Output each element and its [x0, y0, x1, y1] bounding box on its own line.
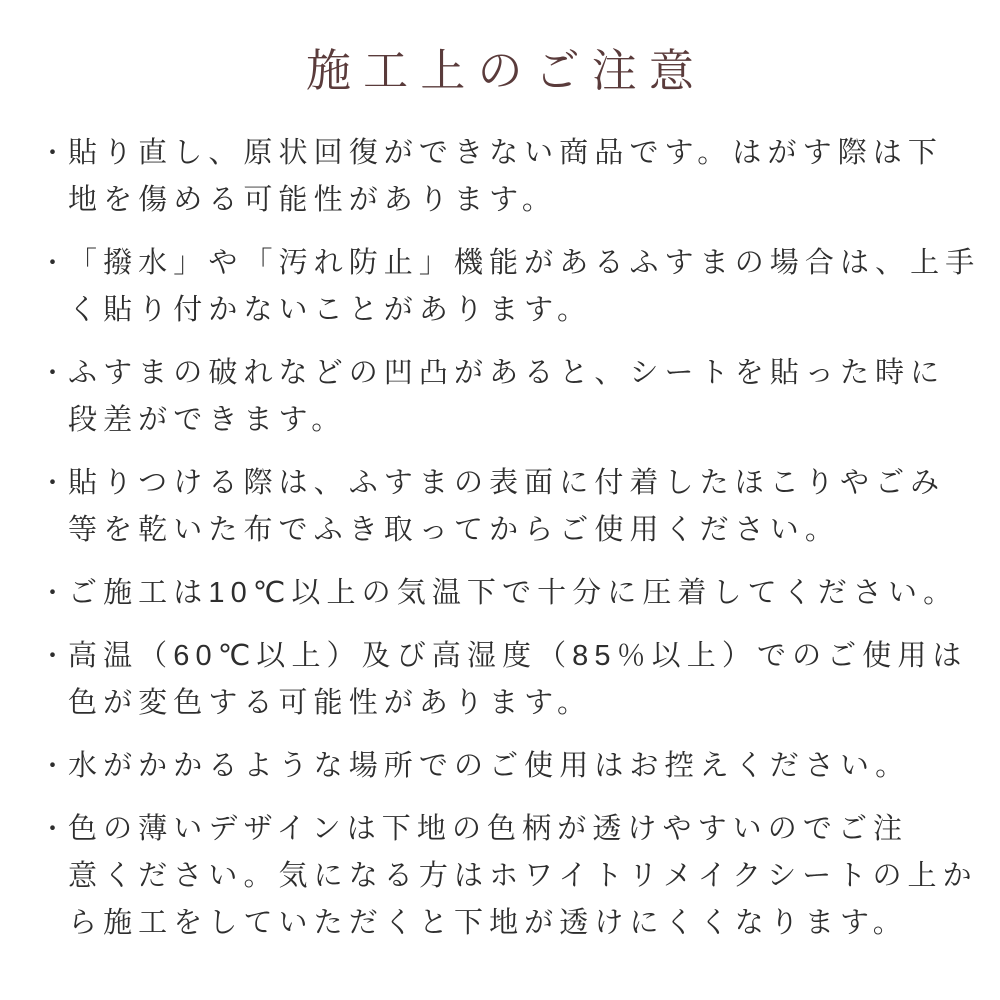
bullet-marker: ・: [40, 815, 66, 843]
notice-line: く貼り付かないことがあります。: [68, 294, 593, 326]
bullet-marker: ・: [40, 249, 66, 277]
notice-item: [40, 240, 981, 334]
bullet-marker: ・: [40, 469, 66, 497]
notice-item: [40, 570, 970, 617]
notice-line: 色の薄いデザインは下地の色柄が透けやすいのでご注: [68, 813, 909, 845]
notice-line: 地を傷める可能性があります。: [68, 184, 557, 216]
notice-line: ふすまの破れなどの凹凸があると、シートを貼った時に: [68, 357, 946, 389]
notice-text: [68, 350, 970, 444]
bullet-marker: ・: [40, 642, 66, 670]
notice-text: [68, 806, 978, 947]
notice-line: 貼り直し、原状回復ができない商品です。はがす際は下: [68, 137, 943, 169]
notice-text: [68, 743, 970, 790]
notice-line: 意ください。気になる方はホワイトリメイクシートの上か: [68, 860, 978, 892]
notice-item: [40, 743, 970, 790]
notice-line: 「撥水」や「汚れ防止」機能があるふすまの場合は、上手: [68, 247, 981, 279]
bullet-marker: ・: [40, 359, 66, 387]
bullet-marker: ・: [40, 139, 66, 167]
notice-line: 等を乾いた布でふき取ってからご使用ください。: [68, 514, 840, 546]
notice-text: [68, 130, 970, 224]
notice-item: [40, 460, 970, 554]
notice-text: [68, 570, 970, 617]
notice-line: 貼りつける際は、ふすまの表面に付着したほこりやごみ: [68, 467, 946, 499]
notice-line: 段差ができます。: [68, 404, 347, 436]
notice-line: ご施工は10℃以上の気温下で十分に圧着してください。: [68, 577, 959, 609]
notice-line: 色が変色する可能性があります。: [68, 687, 593, 719]
notice-item: [40, 633, 970, 727]
notice-text: [68, 460, 970, 554]
notice-item: [40, 130, 970, 224]
bullet-marker: ・: [40, 752, 66, 780]
notice-line: 水がかかるような場所でのご使用はお控えください。: [68, 750, 911, 782]
bullet-marker: ・: [40, 579, 66, 607]
notice-line: ら施工をしていただくと下地が透けにくくなります。: [68, 907, 908, 939]
notice-text: [68, 240, 980, 334]
notice-text: [68, 633, 970, 727]
notice-list: [0, 130, 1000, 947]
page-title: 施工上のご注意: [306, 45, 707, 96]
notice-line: 高温（60℃以上）及び高湿度（85％以上）でのご使用は: [68, 640, 968, 672]
notice-item: [40, 350, 970, 444]
notice-item: [40, 806, 978, 947]
